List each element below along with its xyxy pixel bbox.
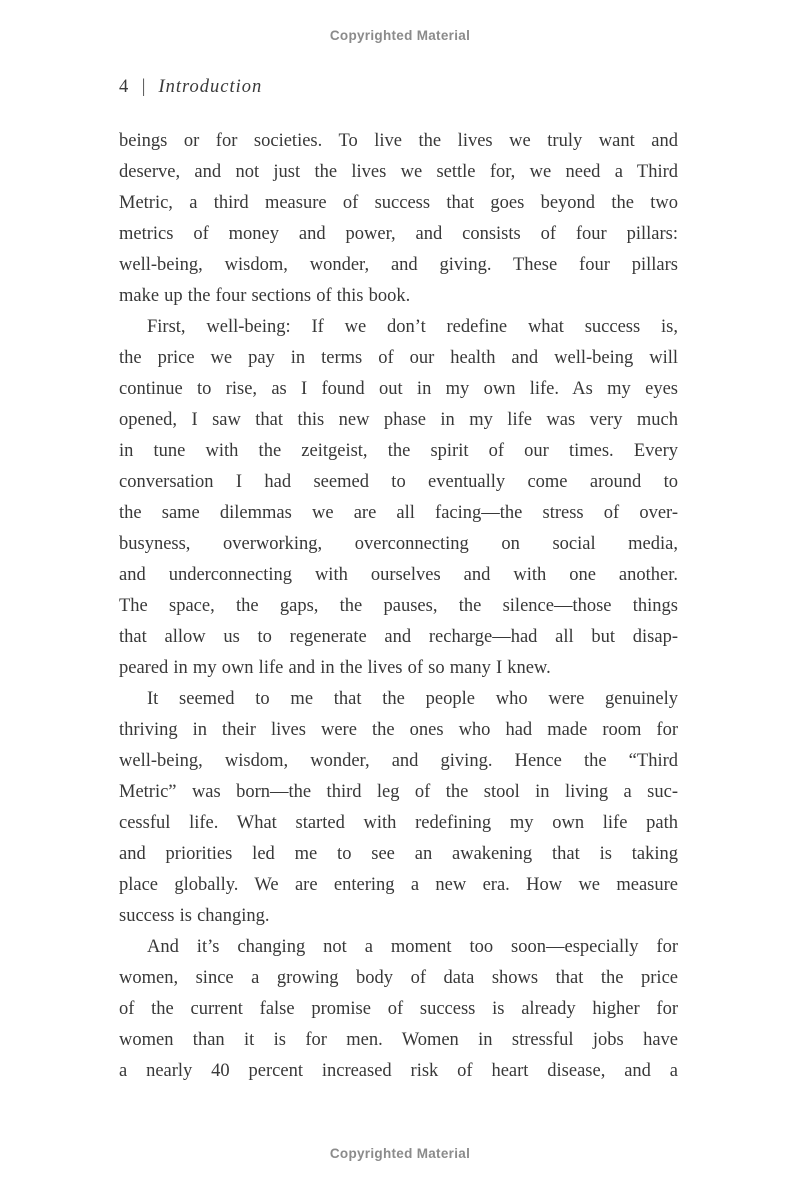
text-line: in tune with the zeitgeist, the spirit of our times. Every (119, 441, 678, 461)
paragraph (119, 932, 678, 1087)
text-line: of the current false promise of success is already higher for (119, 999, 678, 1019)
text-line: And it’s changing not a moment too soon—especially for (147, 937, 678, 957)
text-line: success is changing. (119, 906, 270, 926)
text-line: peared in my own life and in the lives of so many I knew. (119, 658, 551, 678)
text-line: beings or for societies. To live the lives we truly want and (119, 131, 678, 151)
text-line: the same dilemmas we are all facing—the stress of over- (119, 503, 678, 523)
text-line: women, since a growing body of data shows that the price (119, 968, 678, 988)
text-line: It seemed to me that the people who were genuinely (147, 689, 678, 709)
text-line: First, well-being: If we don’t redefine what success is, (147, 317, 678, 337)
text-line: and underconnecting with ourselves and with one another. (119, 565, 678, 585)
text-line: continue to rise, as I found out in my own life. As my eyes (119, 379, 678, 399)
text-line: Metric, a third measure of success that goes beyond the two (119, 193, 678, 213)
text-line: busyness, overworking, overconnecting on social media, (119, 534, 678, 554)
chapter-title: Introduction (158, 77, 263, 97)
text-line: opened, I saw that this new phase in my life was very much (119, 410, 678, 430)
header-separator: | (141, 76, 146, 98)
paragraph (119, 684, 678, 932)
text-line: the price we pay in terms of our health and well-being will (119, 348, 678, 368)
text-line: women than it is for men. Women in stressful jobs have (119, 1030, 678, 1050)
text-line: The space, the gaps, the pauses, the silence—those things (119, 596, 678, 616)
paragraph (119, 126, 678, 312)
text-line: make up the four sections of this book. (119, 286, 411, 306)
text-line: that allow us to regenerate and recharge—had all but disap- (119, 627, 678, 647)
page-number: 4 (119, 77, 129, 97)
copyright-notice-bottom: Copyrighted Material (329, 1146, 471, 1161)
body-text (119, 126, 678, 1087)
text-line: metrics of money and power, and consists of four pillars: (119, 224, 678, 244)
text-line: a nearly 40 percent increased risk of heart disease, and a (119, 1061, 678, 1081)
paragraph (119, 312, 678, 684)
page-header (119, 76, 262, 98)
text-line: thriving in their lives were the ones who had made room for (119, 720, 678, 740)
text-line: cessful life. What started with redefining my own life path (119, 813, 678, 833)
text-line: and priorities led me to see an awakening that is taking (119, 844, 678, 864)
text-line: Metric” was born—the third leg of the stool in living a suc- (119, 782, 678, 802)
text-line: conversation I had seemed to eventually come around to (119, 472, 678, 492)
copyright-notice-top: Copyrighted Material (329, 28, 471, 43)
text-line: place globally. We are entering a new era. How we measure (119, 875, 678, 895)
text-line: deserve, and not just the lives we settle for, we need a Third (119, 162, 678, 182)
text-line: well-being, wisdom, wonder, and giving. These four pillars (119, 255, 678, 275)
text-line: well-being, wisdom, wonder, and giving. Hence the “Third (119, 751, 678, 771)
